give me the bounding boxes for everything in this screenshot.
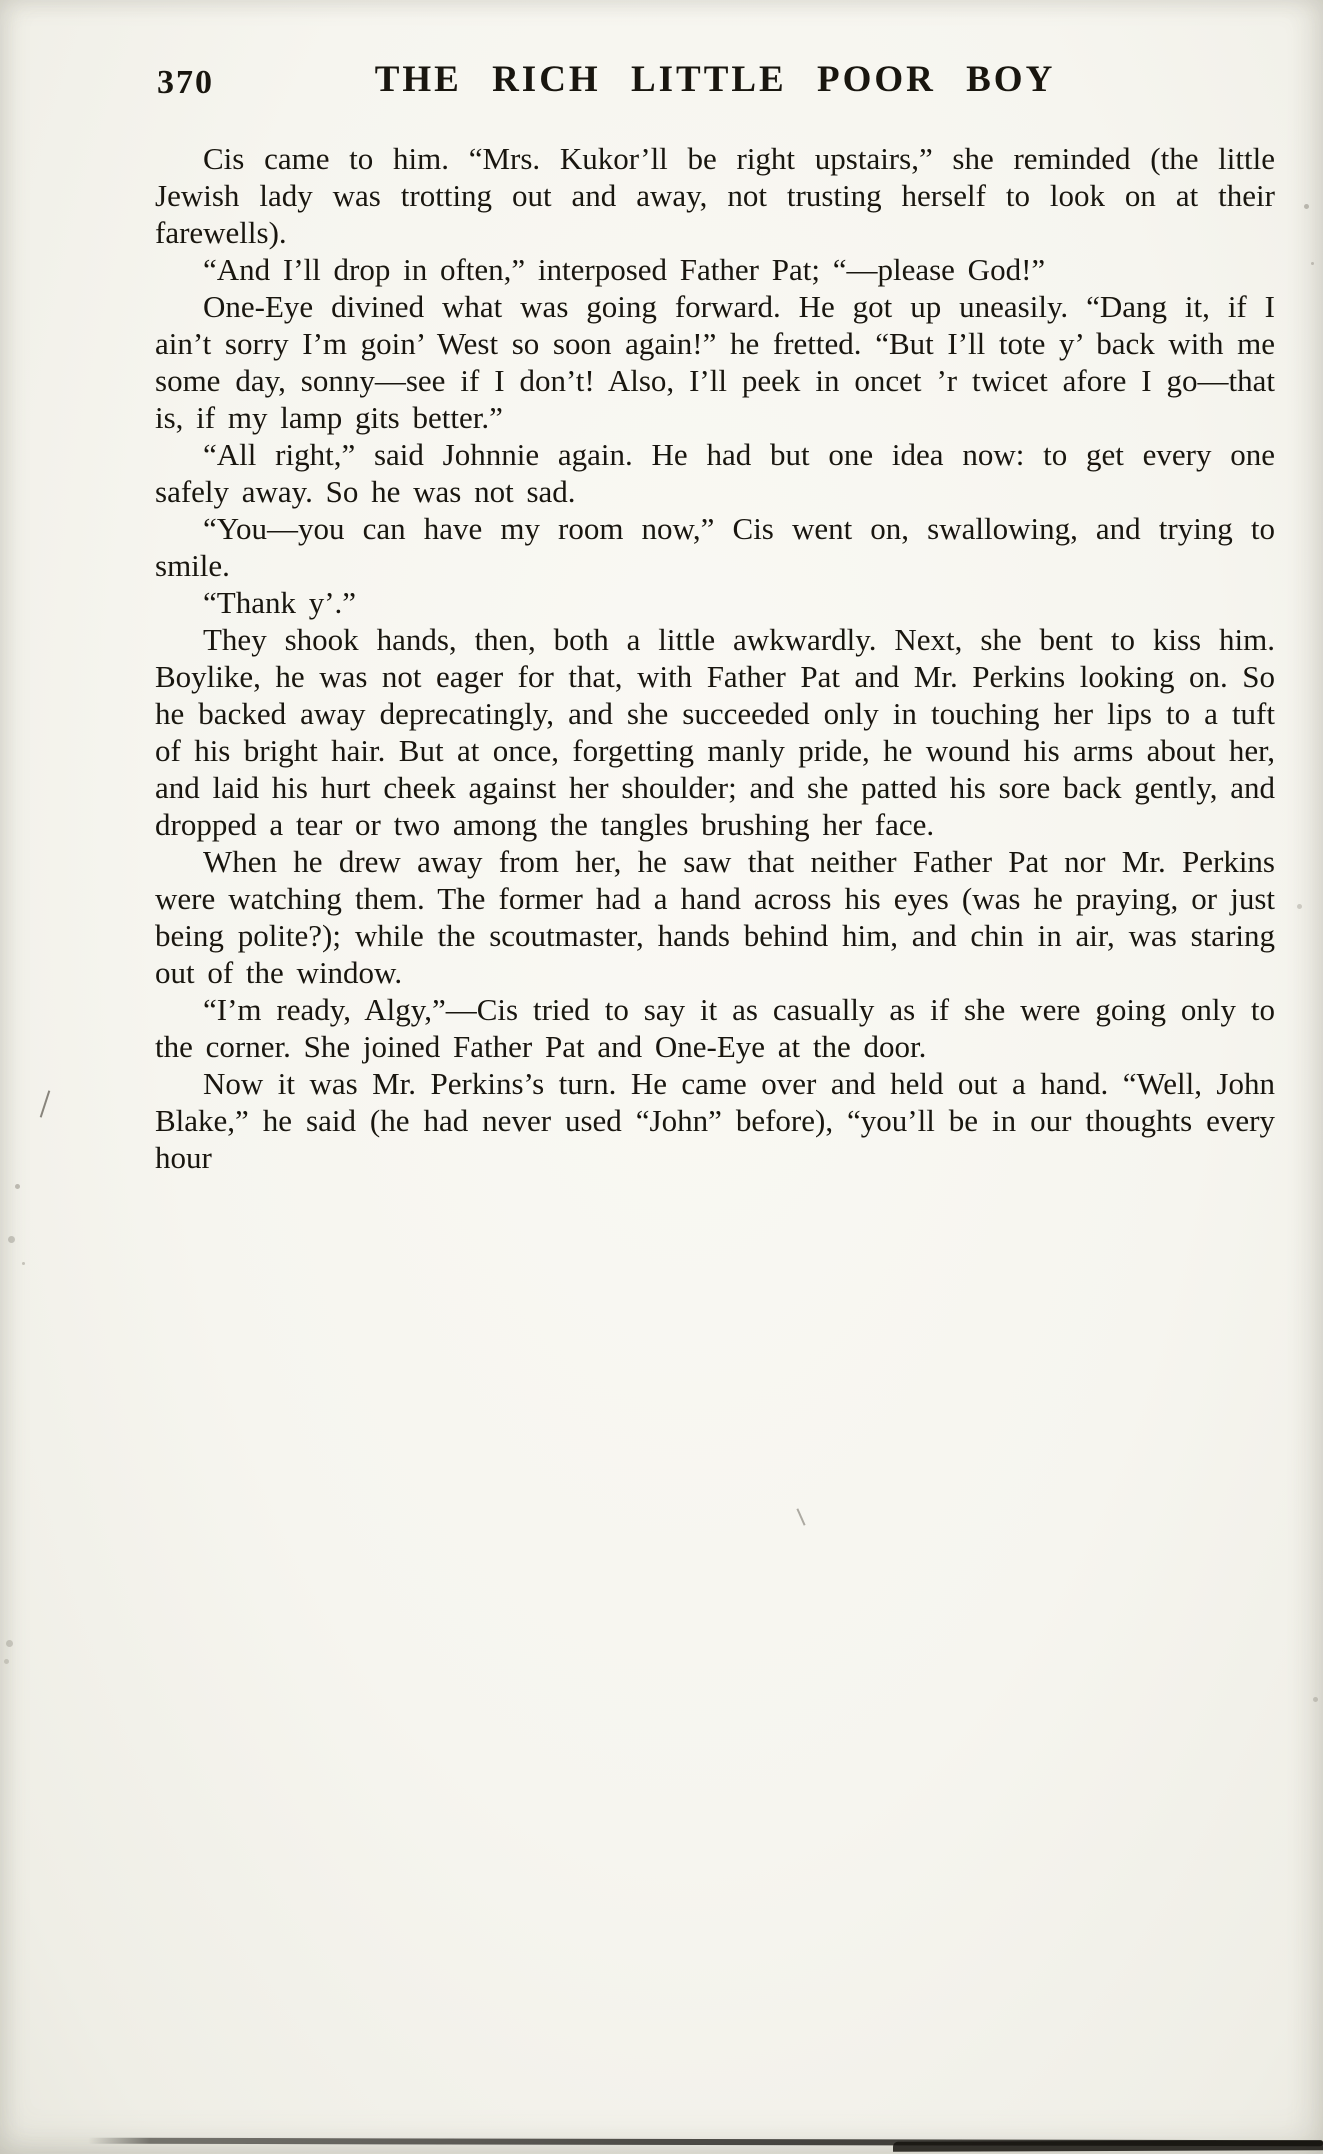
- paragraph: “And I’ll drop in often,” interposed Father Pat; “—please God!”: [203, 252, 1046, 287]
- scan-mark: [796, 1508, 805, 1525]
- body-text: [155, 140, 1275, 1176]
- paragraph: Cis came to him. “Mrs. Kukor’ll be right upstairs,” she reminded (the little Jewish lady was trotting out and away, not trusting herself to look on at their farewells).: [155, 141, 1275, 250]
- paragraph: When he drew away from her, he saw that neither Father Pat nor Mr. Perkins were watching them. The former had a hand across his eyes (was he praying, or just being polite?); while the scoutmaster, hands behind him, and chin in air, was staring out of the window.: [155, 844, 1275, 990]
- scan-speckles: [0, 0, 3, 3]
- paragraph: They shook hands, then, both a little awkwardly. Next, she bent to kiss him. Boylike, he was not eager for that, with Father Pat and Mr. Perkins looking on. So he backed away deprecatingly, and she succeeded only in touching her lips to a tuft of his bright hair. But at once, forgetting manly pride, he wound his arms about her, and laid his hurt cheek against her shoulder; and she patted his sore back gently, and dropped a tear or two among the tangles brushing her face.: [155, 622, 1275, 842]
- page-header: [155, 58, 1275, 116]
- paragraph: “I’m ready, Algy,”—Cis tried to say it as casually as if she were going only to the corner. She joined Father Pat and One-Eye at the door.: [155, 992, 1275, 1064]
- page-number: 370: [157, 64, 214, 101]
- paragraph: “Thank y’.”: [203, 585, 357, 620]
- scan-mark: [40, 1090, 51, 1117]
- running-title: THE RICH LITTLE POOR BOY: [374, 59, 1056, 100]
- paragraph: Now it was Mr. Perkins’s turn. He came over and held out a hand. “Well, John Blake,” he said (he had never used “John” before), “you’ll be in our thoughts every hour: [155, 1066, 1275, 1175]
- paragraph: “You—you can have my room now,” Cis went on, swallowing, and trying to smile.: [155, 511, 1275, 583]
- paragraph: One-Eye divined what was going forward. He got up uneasily. “Dang it, if I ain’t sorry I’m goin’ West so soon again!” he fretted. “But I’ll tote y’ back with me some day, sonny—see if I don’t! Also, I’ll peek in oncet ’r twicet afore I go—that is, if my lamp gits better.”: [155, 289, 1275, 435]
- paragraph: “All right,” said Johnnie again. He had but one idea now: to get every one safely away. So he was not sad.: [155, 437, 1275, 509]
- scan-bottom-edge: [893, 2140, 1323, 2152]
- text-column: [155, 58, 1275, 1176]
